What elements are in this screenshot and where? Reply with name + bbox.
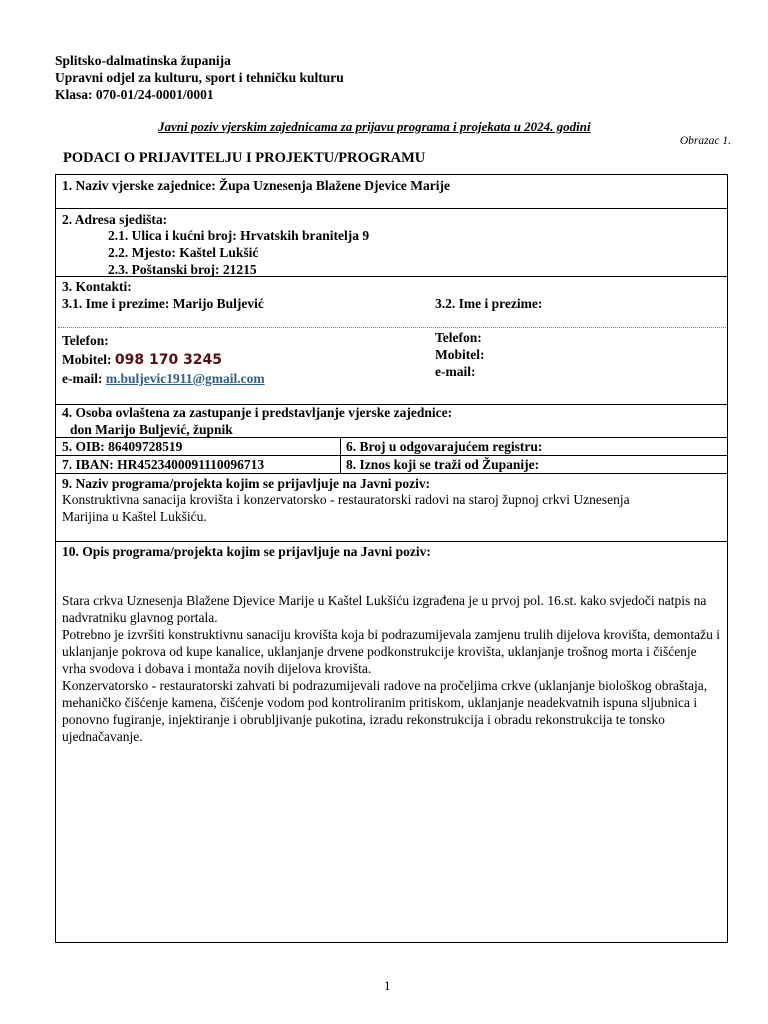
program-description-title: 10. Opis programa/projekta kojim se prijavljuje na Javni poziv: — [62, 544, 431, 559]
column-divider — [340, 437, 341, 473]
left-phone-label: Telefon: — [62, 333, 109, 348]
description-paragraph-1: Stara crkva Uznesenja Blažene Djevice Marije u Kaštel Lukšiću izgrađena je u prvoj pol. 16.st. kako svjedoči natpis na nadvratniku glavnog portala. — [62, 593, 707, 625]
left-email-label: e-mail: — [62, 371, 103, 386]
registry-number-field: 6. Broj u odgovarajućem registru: — [346, 439, 543, 454]
call-title: Javni poziv vjerskim zajednicama za prijavu programa i projekata u 2024. godini — [158, 119, 591, 134]
class-number: Klasa: 070-01/24-0001/0001 — [55, 87, 214, 102]
email-link[interactable]: m.buljevic1911@gmail.com — [105, 371, 265, 386]
dotted-separator — [58, 327, 120, 328]
iban-field: 7. IBAN: HR4523400091110096713 — [62, 457, 265, 472]
address-street: 2.1. Ulica i kućni broj: Hrvatskih branitelja 9 — [108, 228, 370, 243]
address-postal: 2.3. Poštanski broj: 21215 — [108, 262, 257, 277]
representative-title: 4. Osoba ovlaštena za zastupanje i predstavljanje vjerske zajednice: — [62, 405, 453, 420]
contact-left-name: 3.1. Ime i prezime: Marijo Buljević — [62, 296, 264, 311]
representative-value: don Marijo Buljević, župnik — [70, 422, 233, 437]
address-place: 2.2. Mjesto: Kaštel Lukšić — [108, 245, 259, 260]
right-email-label: e-mail: — [435, 364, 476, 379]
section-title: PODACI O PRIJAVITELJU I PROJEKTU/PROGRAMU — [63, 150, 426, 166]
county-name: Splitsko-dalmatinska županija — [55, 53, 231, 68]
right-phone-label: Telefon: — [435, 330, 482, 345]
form-label: Obrazac 1. — [679, 135, 731, 147]
oib-field: 5. OIB: 86409728519 — [62, 439, 183, 454]
department-name: Upravni odjel za kulturu, sport i tehničku kulturu — [55, 70, 344, 85]
left-mobile-label: Mobitel: — [62, 352, 112, 367]
contacts-title: 3. Kontakti: — [62, 279, 132, 294]
right-mobile-label: Mobitel: — [435, 347, 485, 362]
left-email-row — [62, 370, 265, 387]
left-mobile-row — [62, 351, 222, 369]
dotted-separator — [120, 327, 726, 328]
contact-right-name: 3.2. Ime i prezime: — [435, 296, 543, 311]
description-paragraph-3: Konzervatorsko - restauratorski zahvati bi podrazumijevali radove na pročeljima crkve (uklanjanje biološkog obraštaja, mehaničko čišćenje kamena, čišćenje vodom pod kontroliranim pritiskom, uklanjanje neadekvatnih ispuna sljubnica i ponovno fugiranje, injektiranje i obrubljivanje pukotina, izradu rekonstrukcija i obradu rekonstrukcija te tonsko ujednačavanje. — [62, 678, 708, 744]
requested-amount-field: 8. Iznos koji se traži od Županije: — [346, 457, 540, 472]
row-divider — [55, 473, 728, 474]
program-name-title: 9. Naziv programa/projekta kojim se prijavljuje na Javni poziv: — [62, 476, 431, 491]
community-name: 1. Naziv vjerske zajednice: Župa Uznesenja Blažene Djevice Marije — [62, 178, 451, 193]
row-divider — [55, 208, 728, 209]
page-number: 1 — [384, 978, 391, 993]
left-mobile-value: 098 170 3245 — [114, 352, 223, 368]
row-divider — [55, 541, 728, 542]
description-paragraph-2: Potrebno je izvršiti konstruktivnu sanaciju krovišta koja bi podrazumijevala zamjenu trulih dijelova krovišta, demontažu i uklanjanje pokrova od kupe kanalice, uklanjanje drvene podkonstrukcije krovišta, uklanjanje trošnog morta i čišćenje vrha svodova i dobava i montaža novih dijelova krovišta. — [62, 627, 720, 676]
program-name-line1: Konstruktivna sanacija krovišta i konzervatorsko - restauratorski radovi na staroj župnoj crkvi Uznesenja — [62, 492, 630, 507]
program-name-line2: Marijina u Kaštel Lukšiću. — [62, 509, 207, 524]
address-title: 2. Adresa sjedišta: — [62, 212, 168, 227]
